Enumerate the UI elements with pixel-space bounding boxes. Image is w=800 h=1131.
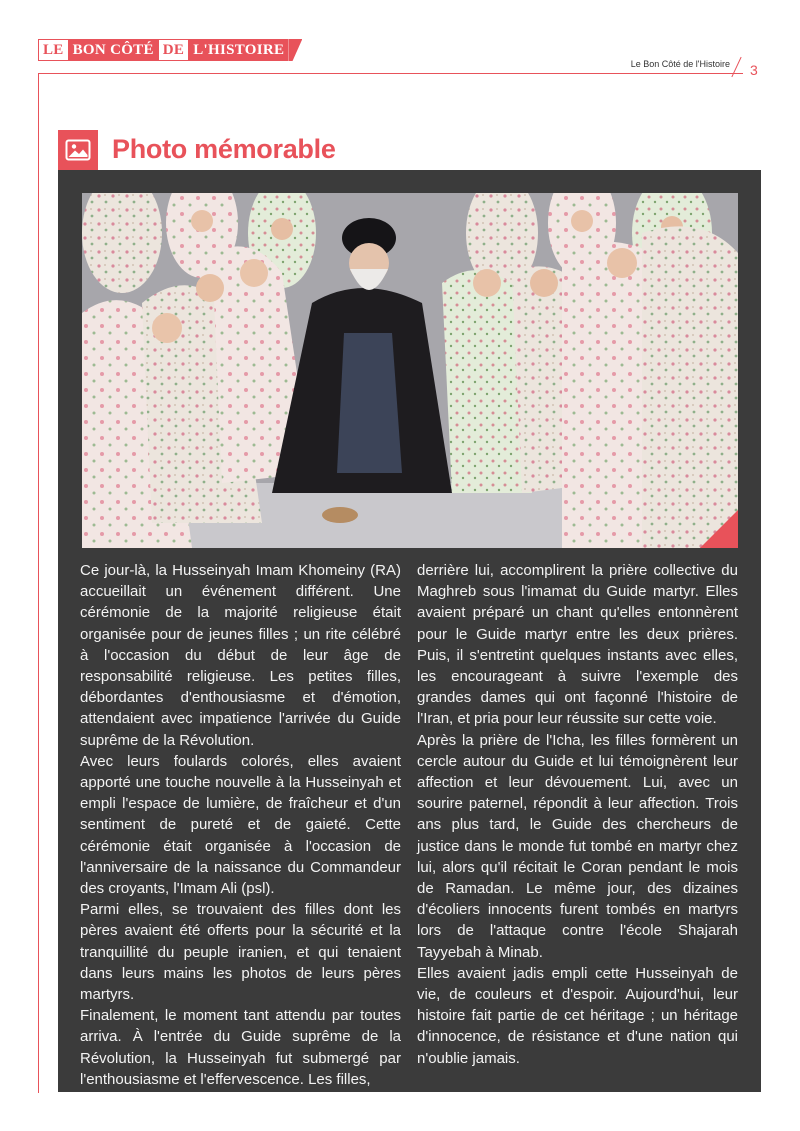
running-title: Le Bon Côté de l'Histoire (630, 59, 730, 69)
paragraph: Finalement, le moment tant attendu par toutes arriva. À l'entrée du Guide suprême de la Révolution, la Husseinyah fut submergé par l'enthousiasme et l'effervescence. Les filles, (80, 1007, 401, 1088)
article-photo (82, 193, 738, 548)
paragraph: Parmi elles, se trouvaient des filles dont les pères avaient été offerts pour la sécurité et la tranquillité du peuple iranien, et qui tenaient dans leurs mains les photos de leurs pères martyrs. (80, 901, 401, 1004)
image-icon (58, 130, 98, 170)
header-rule (38, 73, 743, 74)
paragraph: Ce jour-là, la Husseinyah Imam Khomeiny (RA) accueillait un événement différent. Une cérémonie de la majorité religieuse était organisée pour de jeunes filles ; un rite célébré à l'occasion du début de leur âge de responsabilité religieuse. Les petites filles, débordantes d'enthousiasme et d'émotion, attendaient avec impatience l'arrivée du Guide suprême de la Révolution. (80, 562, 401, 749)
logo-slant (288, 39, 302, 61)
page-number-slash (731, 57, 741, 77)
paragraph: Après la prière de l'Icha, les filles formèrent un cercle autour du Guide et lui témoignèrent leur affection et leur dévouement. Lui, avec un sourire paternel, répondit à leur affection. Trois ans plus tard, le Guide des chercheurs de justice dans le monde fut tombé en martyr chez lui, alors qu'il récitait le Coran pendant le mois de Ramadan. Le même jour, des dizaines d'écoliers innocents furent tombés en martyrs lors de l'attaque contre l'école Shajarah Tayyebah à Minab. (417, 731, 738, 961)
article-column-right (417, 560, 738, 1069)
article-column-left (80, 560, 401, 1090)
paragraph: Elles avaient jadis empli cette Husseinyah de vie, de couleurs et d'espoir. Aujourd'hui, leur histoire fait partie de cet héritage ; un héritage d'innocence, de résistance et d'une nation qui n'oublie jamais. (417, 964, 738, 1067)
logo-word-histoire: L'HISTOIRE (189, 39, 288, 61)
paragraph: Avec leurs foulards colorés, elles avaient apporté une touche nouvelle à la Husseinyah et empli l'espace de lumière, de fraîcheur et d'un sentiment de pureté et de gaieté. Cette cérémonie était organisée à l'occasion de l'anniversaire de la naissance du Commandeur des croyants, l'Imam Ali (psl). (80, 752, 401, 898)
logo-word-le: LE (38, 39, 69, 61)
page-number: 3 (750, 62, 758, 78)
series-logo (38, 39, 302, 61)
section-title: Photo mémorable (112, 134, 336, 164)
logo-word-bon-cote: BON CÔTÉ (69, 39, 158, 61)
paragraph: derrière lui, accomplirent la prière collective du Maghreb sous l'imamat du Guide martyr. Elles avaient préparé un chant qu'elles entonnèrent pour le Guide martyr entre les deux prières. Puis, il s'entretint quelques instants avec elles, les encourageant à suivre l'exemple des grandes dames qui ont façonné l'histoire de l'Iran, et pria pour leur réussite sur cette voie. (417, 562, 738, 728)
margin-rule (38, 73, 39, 1093)
logo-word-de: DE (158, 39, 189, 61)
